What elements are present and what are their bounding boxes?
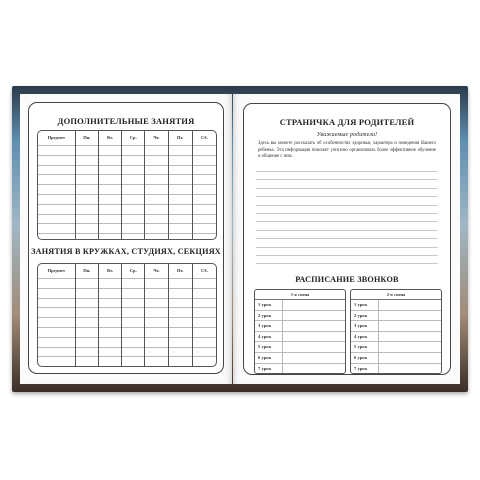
column-header: Сб. [201, 268, 208, 273]
left-page [20, 94, 232, 384]
lesson-label: 4 урок [351, 332, 379, 342]
grid-line [99, 214, 121, 215]
grid-line [193, 317, 216, 318]
column-header: Ср. [129, 268, 137, 273]
grid-line [145, 327, 167, 328]
grid-line [38, 298, 75, 299]
bell-schedule-title: РАСПИСАНИЕ ЗВОНКОВ [295, 275, 399, 284]
note-line [256, 230, 438, 231]
column-header: Предмет [47, 135, 66, 140]
grid-line [169, 233, 192, 234]
grid-line [38, 223, 75, 224]
grid-line [38, 145, 75, 146]
extra-classes-title: ДОПОЛНИТЕЛЬНЫЕ ЗАНЯТИЯ [57, 116, 195, 126]
grid-line [169, 288, 192, 289]
lesson-label: 6 урок [351, 353, 379, 363]
grid-line [99, 233, 121, 234]
grid-line [193, 278, 216, 279]
grid-line [145, 145, 167, 146]
right-page [233, 94, 460, 384]
grid-line [145, 204, 167, 205]
grid-line [38, 204, 75, 205]
note-line [256, 263, 438, 264]
bell-schedule [254, 289, 442, 374]
grid-line [145, 223, 167, 224]
grid-line [122, 233, 144, 234]
grid-line [145, 307, 167, 308]
grid-line [38, 165, 75, 166]
grid-line [145, 184, 167, 185]
grid-line [169, 337, 192, 338]
lesson-label: 1 урок [351, 300, 379, 310]
grid-line [145, 356, 167, 357]
note-line [256, 188, 438, 189]
grid-line [38, 347, 75, 348]
grid-line [145, 155, 167, 156]
grid-line [76, 298, 98, 299]
grid-column [122, 131, 145, 239]
lesson-row [255, 311, 345, 322]
lesson-label: 3 урок [351, 321, 379, 331]
lesson-row [255, 342, 345, 353]
grid-line [193, 145, 216, 146]
grid-line [99, 204, 121, 205]
column-header: Чт. [153, 135, 160, 140]
grid-line [99, 337, 121, 338]
lesson-row [255, 332, 345, 343]
grid-line [38, 337, 75, 338]
parents-greeting: Уважаемые родители! [316, 132, 378, 138]
grid-line [76, 214, 98, 215]
grid-line [76, 145, 98, 146]
grid-column [169, 264, 193, 366]
lesson-row [255, 364, 345, 374]
grid-line [76, 288, 98, 289]
column-header: Пт. [176, 135, 184, 140]
grid-line [169, 278, 192, 279]
column-header: Вт. [107, 135, 114, 140]
grid-column [193, 264, 216, 366]
grid-column [122, 264, 145, 366]
clubs-table [37, 263, 217, 367]
grid-line [193, 337, 216, 338]
parents-info-text: Здесь вы можете рассказать об особенностях здоровья, характера и поведения Вашего ребенка. Эта информация поможет учителю организовать более эффективное обучение и общение с ним. [258, 141, 436, 160]
grid-line [38, 233, 75, 234]
lesson-label: 2 урок [351, 311, 379, 321]
grid-line [145, 194, 167, 195]
lesson-row [255, 353, 345, 364]
grid-line [122, 317, 144, 318]
grid-line [145, 288, 167, 289]
grid-column [193, 131, 216, 239]
grid-line [193, 214, 216, 215]
grid-line [99, 317, 121, 318]
grid-line [193, 155, 216, 156]
grid-column [145, 131, 168, 239]
column-header: Предмет [47, 268, 66, 273]
shift-2-table [350, 289, 442, 374]
grid-column [76, 131, 99, 239]
grid-line [76, 194, 98, 195]
grid-line [122, 194, 144, 195]
note-line [256, 179, 438, 180]
grid-line [145, 165, 167, 166]
grid-line [169, 327, 192, 328]
grid-line [145, 298, 167, 299]
grid-line [122, 165, 144, 166]
grid-line [38, 194, 75, 195]
grid-line [169, 174, 192, 175]
grid-line [145, 317, 167, 318]
grid-line [169, 317, 192, 318]
grid-line [76, 155, 98, 156]
grid-line [38, 317, 75, 318]
grid-line [122, 184, 144, 185]
grid-line [122, 347, 144, 348]
lesson-row [351, 321, 441, 332]
grid-line [193, 233, 216, 234]
grid-line [38, 278, 75, 279]
grid-line [99, 356, 121, 357]
grid-line [193, 223, 216, 224]
grid-line [193, 174, 216, 175]
grid-line [76, 356, 98, 357]
grid-line [122, 307, 144, 308]
grid-column [99, 131, 122, 239]
note-line [256, 213, 438, 214]
grid-line [169, 298, 192, 299]
lesson-label: 5 урок [255, 342, 283, 352]
grid-line [145, 233, 167, 234]
grid-line [76, 317, 98, 318]
grid-column [169, 131, 193, 239]
grid-column [99, 264, 122, 366]
grid-line [38, 327, 75, 328]
note-line [256, 196, 438, 197]
grid-line [38, 307, 75, 308]
left-page-frame [28, 102, 224, 374]
grid-line [38, 214, 75, 215]
grid-line [122, 288, 144, 289]
grid-line [99, 165, 121, 166]
grid-line [122, 223, 144, 224]
grid-line [38, 288, 75, 289]
grid-line [122, 356, 144, 357]
grid-line [76, 327, 98, 328]
note-line [256, 205, 438, 206]
lesson-label: 4 урок [255, 332, 283, 342]
grid-line [169, 214, 192, 215]
grid-line [76, 184, 98, 185]
lesson-row [255, 300, 345, 311]
grid-line [99, 307, 121, 308]
grid-line [99, 174, 121, 175]
note-line [256, 247, 438, 248]
column-header: Ср. [129, 135, 137, 140]
grid-line [122, 327, 144, 328]
grid-column [76, 264, 99, 366]
grid-line [169, 145, 192, 146]
grid-line [169, 194, 192, 195]
grid-line [76, 347, 98, 348]
grid-line [99, 223, 121, 224]
grid-line [145, 174, 167, 175]
grid-line [99, 184, 121, 185]
grid-line [99, 145, 121, 146]
grid-line [99, 327, 121, 328]
shift-1-header: 1-я смена [255, 290, 345, 300]
grid-line [122, 204, 144, 205]
grid-line [122, 155, 144, 156]
lesson-label: 3 урок [255, 321, 283, 331]
grid-line [38, 174, 75, 175]
lesson-label: 6 урок [255, 353, 283, 363]
grid-line [122, 174, 144, 175]
note-line [256, 221, 438, 222]
grid-line [76, 278, 98, 279]
grid-line [99, 298, 121, 299]
grid-line [193, 347, 216, 348]
column-header: Пн. [83, 135, 91, 140]
grid-line [99, 288, 121, 289]
grid-line [145, 347, 167, 348]
grid-line [76, 174, 98, 175]
grid-line [193, 288, 216, 289]
grid-line [99, 194, 121, 195]
grid-line [193, 298, 216, 299]
grid-line [145, 337, 167, 338]
grid-line [169, 204, 192, 205]
grid-column [38, 131, 76, 239]
grid-line [169, 307, 192, 308]
grid-line [99, 278, 121, 279]
grid-line [169, 165, 192, 166]
grid-column [38, 264, 76, 366]
lesson-row [351, 364, 441, 374]
grid-line [122, 145, 144, 146]
lesson-row [351, 342, 441, 353]
grid-line [76, 307, 98, 308]
grid-line [193, 204, 216, 205]
note-line [256, 255, 438, 256]
note-line [256, 171, 438, 172]
lesson-row [351, 300, 441, 311]
grid-line [76, 204, 98, 205]
shift-2-header: 2-я смена [351, 290, 441, 300]
lesson-row [351, 332, 441, 343]
grid-line [169, 223, 192, 224]
grid-line [38, 184, 75, 185]
grid-line [193, 327, 216, 328]
clubs-title: ЗАНЯТИЯ В КРУЖКАХ, СТУДИЯХ, СЕКЦИЯХ [31, 247, 221, 256]
grid-line [76, 337, 98, 338]
grid-line [38, 356, 75, 357]
grid-line [193, 184, 216, 185]
lesson-row [351, 353, 441, 364]
grid-line [76, 165, 98, 166]
grid-line [122, 298, 144, 299]
lesson-label: 2 урок [255, 311, 283, 321]
grid-line [99, 155, 121, 156]
grid-line [122, 278, 144, 279]
note-line [256, 238, 438, 239]
shift-1-table [254, 289, 346, 374]
grid-line [76, 223, 98, 224]
column-header: Вт. [107, 268, 114, 273]
lesson-row [255, 321, 345, 332]
column-header: Сб. [201, 135, 208, 140]
grid-line [169, 155, 192, 156]
grid-line [122, 337, 144, 338]
column-header: Чт. [153, 268, 160, 273]
grid-line [169, 356, 192, 357]
grid-line [145, 278, 167, 279]
grid-line [169, 347, 192, 348]
grid-line [99, 347, 121, 348]
parents-page-title: СТРАНИЧКА ДЛЯ РОДИТЕЛЕЙ [279, 117, 415, 127]
extra-classes-table [37, 130, 217, 240]
column-header: Пн. [83, 268, 91, 273]
grid-line [122, 214, 144, 215]
grid-line [145, 214, 167, 215]
lesson-row [351, 311, 441, 322]
grid-line [76, 233, 98, 234]
lesson-label: 7 урок [351, 364, 379, 374]
grid-line [193, 356, 216, 357]
grid-line [169, 184, 192, 185]
right-page-frame [243, 103, 451, 375]
column-header: Пт. [176, 268, 184, 273]
grid-line [193, 307, 216, 308]
lesson-label: 1 урок [255, 300, 283, 310]
grid-column [145, 264, 168, 366]
grid-line [193, 194, 216, 195]
lesson-label: 5 урок [351, 342, 379, 352]
grid-line [38, 155, 75, 156]
grid-line [193, 165, 216, 166]
lesson-label: 7 урок [255, 364, 283, 374]
